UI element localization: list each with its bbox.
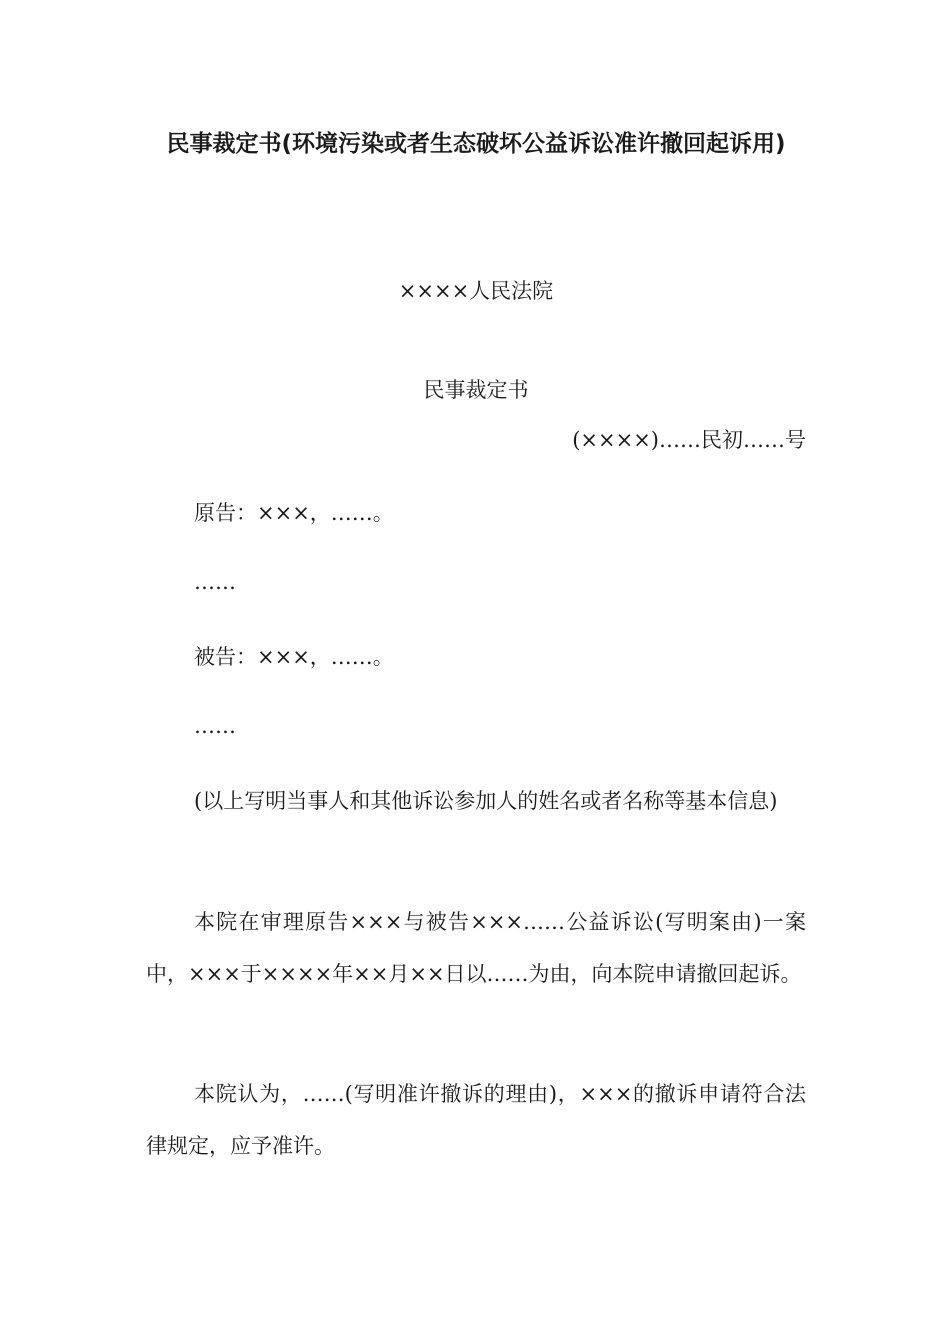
ellipsis-line-2: ……: [194, 714, 236, 738]
case-number: (××××)……民初……号: [572, 428, 806, 452]
body-paragraph-1: 本院在审理原告×××与被告×××……公益诉讼(写明案由)一案中，×××于××××年××月××日以……为由，向本院申请撤回起诉。: [146, 910, 806, 986]
court-name: ××××人民法院: [398, 279, 554, 303]
plaintiff-line: 原告：×××，……。: [194, 501, 394, 525]
document-title: 民事裁定书(环境污染或者生态破坏公益诉讼准许撤回起诉用): [166, 131, 786, 157]
document-type-heading: 民事裁定书: [423, 378, 529, 402]
parties-note: (以上写明当事人和其他诉讼参加人的姓名或者名称等基本信息): [194, 789, 778, 813]
ellipsis-line-1: ……: [194, 570, 236, 594]
body-paragraph-2: 本院认为，……(写明准许撤诉的理由)，×××的撤诉申请符合法律规定，应予准许。: [146, 1082, 806, 1158]
defendant-line: 被告：×××，……。: [194, 645, 394, 669]
